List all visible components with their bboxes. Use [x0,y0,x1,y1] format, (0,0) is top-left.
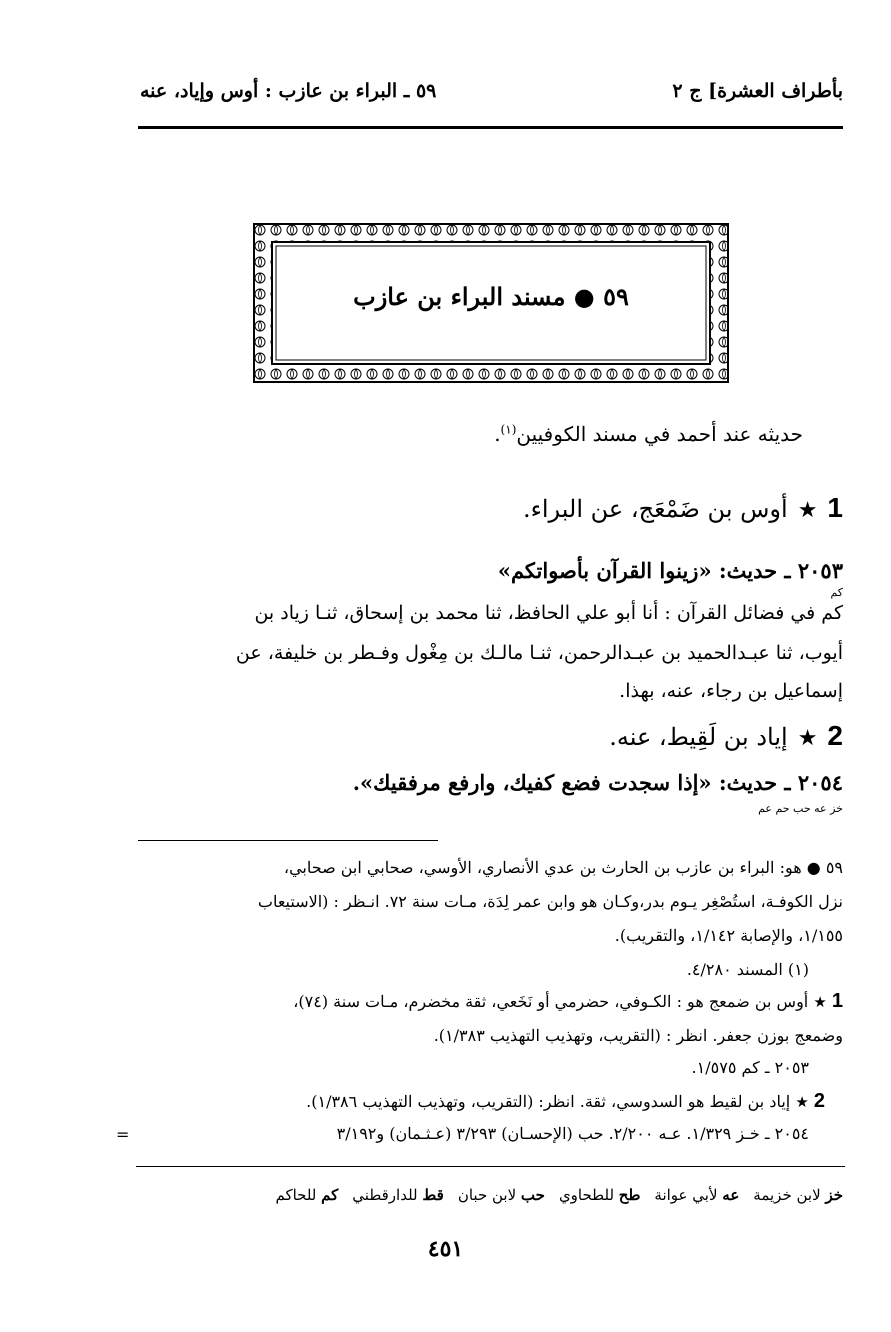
legend-item: قط للدارقطني [352,1186,444,1204]
hadith-2053-sources: كم [830,586,843,599]
running-header-left: ٥٩ ـ البراء بن عازب : أوس وإياد، عنه [140,80,437,102]
footnote-narrator-1-line-2: وضمعج بوزن جعفر. انظر : (التقريب، وتهذيب التهذيب ١/٣٨٣). [433,1026,843,1045]
star-icon: ★ [797,498,818,523]
hadith-2054-sources: خز عه حب حم عم [758,802,843,815]
footnote-text: إياد بن لقيط هو السدوسي، ثقة. انظر: (التقريب، وتهذيب التهذيب ١/٣٨٦). [306,1092,791,1111]
hadith-2053-line-3: إسماعيل بن رجاء، عنه، بهذا. [619,680,843,702]
abbreviation-legend [275,1186,843,1204]
hadith-2053-line-1: كم في فضائل القرآن : أنا أبو علي الحافظ، ثنا محمد بن إسحاق، ثنـا زياد بن [254,602,843,624]
page-number: ٤٥١ [427,1236,464,1262]
footnote-2054: ٢٠٥٤ ـ خـز ١/٣٢٩. عـه ٢/٢٠٠. حب (الإحسـان) ٣/٢٩٣ (عـثـمان) و٣/١٩٢ [336,1124,809,1143]
legend-rule [136,1166,845,1167]
section-title: ٥٩ ● مسند البراء بن عازب [353,282,629,311]
intro-line [494,422,803,446]
intro-tail: . [494,422,501,446]
running-header-right: بأطراف العشرة] ج ٢ [672,80,843,102]
intro-text: حديثه عند أحمد في مسند الكوفيين [516,422,803,446]
star-icon: ★ [795,1093,809,1111]
narrator-number: 1 [827,492,843,523]
footnote-bio-line-3: ١/١٥٥، والإصابة ١/١٤٢، والتقريب). [614,926,843,945]
legend-item: عه لأبي عوانة [654,1186,740,1204]
narrator-number: 2 [827,720,843,751]
legend-item: كم للحاكم [275,1186,339,1204]
footnote-text: أوس بن ضمعج هو : الكـوفي، حضرمي أو نَخَعي، ثقة مخضرم، مـات سنة (٧٤)، [293,992,809,1011]
footnote-narrator-2 [306,1090,825,1113]
star-icon: ★ [797,726,818,751]
footnote-bio-line-1: ٥٩ ● هو: البراء بن عازب بن الحارث بن عدي الأنصاري، الأوسي، صحابي ابن صحابي، [283,858,843,877]
footnote-narrator-1 [293,990,843,1013]
footnote-rule [138,840,438,841]
legend-item: طح للطحاوي [558,1186,641,1204]
footnote-ref-1: (١) المسند ٤/٢٨٠. [686,960,809,979]
hadith-2054-heading: ٢٠٥٤ ـ حديث: «إذا سجدت فضع كفيك، وارفع مرفقيك». [352,770,843,795]
star-icon: ★ [813,993,827,1011]
footnote-ref: (١) [500,422,517,437]
footnote-number: 1 [831,990,843,1012]
narrator-text: إياد بن لَقِيط، عنه. [609,723,788,751]
hadith-2053-heading: ٢٠٥٣ ـ حديث: «زينوا القرآن بأصواتكم» [497,558,843,583]
footnote-number: 2 [813,1090,825,1112]
legend-item: خز لابن خزيمة [753,1186,843,1204]
hadith-2053-line-2: أيوب، ثنا عبـدالحميد بن عبـدالرحمن، ثنـا مالـك بن مِغْول وفـطر بن خليفة، عن [235,642,843,664]
footnote-bio-line-2: نزل الكوفـة، استُصْغِر يـوم بدر،وكـان هو وابن عمر لِدَة، مـات سنة ٧٢. انـظر : (الاستيعاب [257,892,843,911]
narrator-2 [609,720,843,752]
narrator-1 [523,492,843,524]
narrator-text: أوس بن ضَمْعَج، عن البراء. [522,495,788,523]
continuation-mark: = [116,1125,130,1144]
legend-item: حب لابن حبان [457,1186,545,1204]
header-rule [138,126,843,129]
footnote-2053: ٢٠٥٣ ـ كم ١/٥٧٥. [691,1058,809,1077]
